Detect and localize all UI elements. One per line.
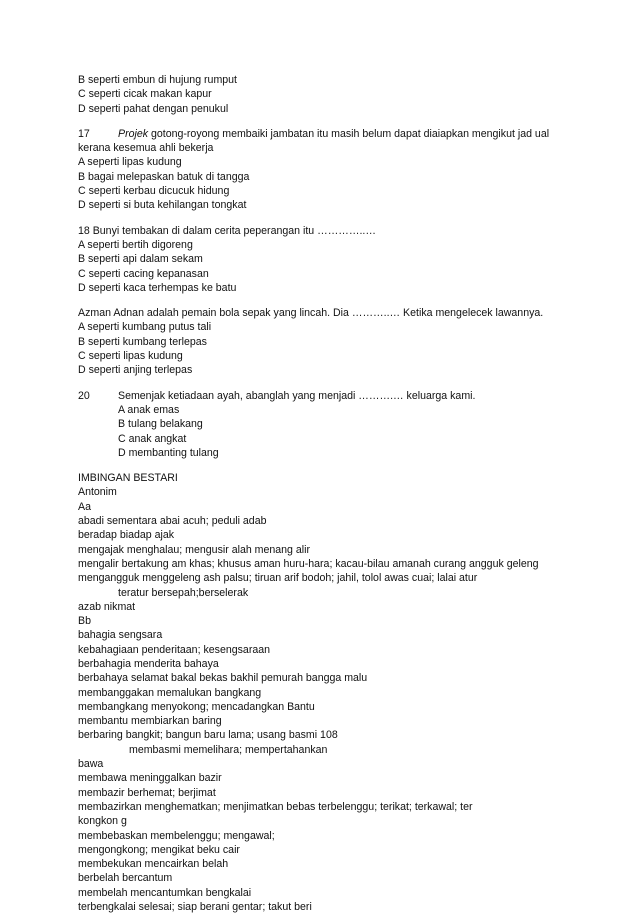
option-b: B tulang belakang [118, 418, 203, 431]
list-item: membebaskan membelenggu; mengawal; [78, 829, 275, 842]
list-item: teratur bersepah;berselerak [118, 586, 249, 599]
stem-text: gotong-royong membaiki jambatan itu masih belum dapat diaiapkan mengikut jad ual [148, 127, 550, 140]
list-item: mengangguk menggeleng ash palsu; tiruan arif bodoh; jahil, tolol awas cuai; lalai atur [78, 572, 478, 585]
question-18 [78, 224, 618, 295]
option-a: A seperti lipas kudung [78, 156, 182, 169]
list-item: kebahagiaan penderitaan; kesengsaraan [78, 643, 271, 656]
option-c: C seperti lipas kudung [78, 350, 183, 363]
option-d: D seperti kaca terhempas ke batu [78, 281, 237, 294]
list-item: berbaring bangkit; bangun baru lama; usang basmi 108 [78, 729, 338, 742]
question-19 [78, 306, 618, 377]
question-number: 17 [78, 127, 90, 140]
list-item: berbahagia menderita bahaya [78, 657, 219, 670]
list-item: membelah mencantumkan bengkalai [78, 886, 252, 899]
question-number: 20 [78, 389, 90, 402]
option-b: B seperti kumbang terlepas [78, 335, 207, 348]
list-item: mengajak menghalau; mengusir alah menang alir [78, 543, 311, 556]
list-item: membazir berhemat; berjimat [78, 786, 216, 799]
option-a: A seperti bertih digoreng [78, 238, 193, 251]
list-item: membantu membiarkan baring [78, 715, 222, 728]
list-item: beradap biadap ajak [78, 529, 175, 542]
list-item: membasmi memelihara; mempertahankan [129, 743, 328, 756]
list-item: membazirkan menghematkan; menjimatkan bebas terbelenggu; terikat; terkawal; ter [78, 800, 473, 813]
list-item: berbahaya selamat bakal bekas bakhil pemurah bangga malu [78, 672, 368, 685]
question-19-stem: Azman Adnan adalah pemain bola sepak yang lincah. Dia ………..… Ketika mengelecek lawannya. [78, 307, 544, 320]
section-title: IMBINGAN BESTARI [78, 472, 178, 485]
option-c: C seperti cicak makan kapur [78, 88, 212, 101]
option-c: C seperti kerbau dicucuk hidung [78, 185, 230, 198]
list-item: membanggakan memalukan bangkang [78, 686, 262, 699]
option-a: A seperti kumbang putus tali [78, 321, 212, 334]
list-item: abadi sementara abai acuh; peduli adab [78, 515, 267, 528]
list-item: membangkang menyokong; mencadangkan Bantu [78, 700, 315, 713]
question-20-stem [78, 389, 618, 403]
document-page [78, 73, 618, 914]
italic-word: Projek [118, 127, 149, 140]
list-item: Bb [78, 615, 91, 628]
list-item: terbengkalai selesai; siap berani gentar; takut beri [78, 901, 312, 914]
option-d: D seperti pahat dengan penukul [78, 102, 229, 115]
list-item: membawa meninggalkan bazir [78, 772, 222, 785]
option-c: C anak angkat [118, 432, 187, 445]
option-d: D membanting tulang [118, 446, 219, 459]
list-item: membekukan mencairkan belah [78, 858, 229, 871]
option-b: B bagai melepaskan batuk di tangga [78, 170, 250, 183]
list-item: bahagia sengsara [78, 629, 163, 642]
list-item: kongkon g [78, 815, 127, 828]
question-17 [78, 127, 618, 213]
question-17-stem [78, 127, 618, 141]
list-item: mengongkong; mengikat beku cair [78, 843, 240, 856]
list-item: berbelah bercantum [78, 872, 173, 885]
question-18-stem: 18 Bunyi tembakan di dalam cerita peperangan itu …………..… [78, 224, 376, 237]
list-item: azab nikmat [78, 600, 136, 613]
imbingan-bestari-section [78, 471, 618, 914]
question-17-stem-cont: kerana kesemua ahli bekerja [78, 142, 214, 155]
option-d: D seperti si buta kehilangan tongkat [78, 199, 247, 212]
section-subtitle: Antonim [78, 486, 117, 499]
question-20 [78, 389, 618, 460]
option-a: A anak emas [118, 403, 180, 416]
option-c: C seperti cacing kepanasan [78, 267, 209, 280]
option-d: D seperti anjing terlepas [78, 364, 193, 377]
question-16-options [78, 73, 618, 116]
option-b: B seperti embun di hujung rumput [78, 74, 237, 86]
list-item: bawa [78, 758, 104, 771]
list-item: mengalir bertakung am khas; khusus aman huru-hara; kacau-bilau amanah curang angguk geleng [78, 557, 539, 570]
option-b: B seperti api dalam sekam [78, 253, 203, 266]
stem-text: Semenjak ketiadaan ayah, abanglah yang menjadi ……….… keluarga kami. [118, 389, 476, 402]
list-item: Aa [78, 500, 91, 513]
